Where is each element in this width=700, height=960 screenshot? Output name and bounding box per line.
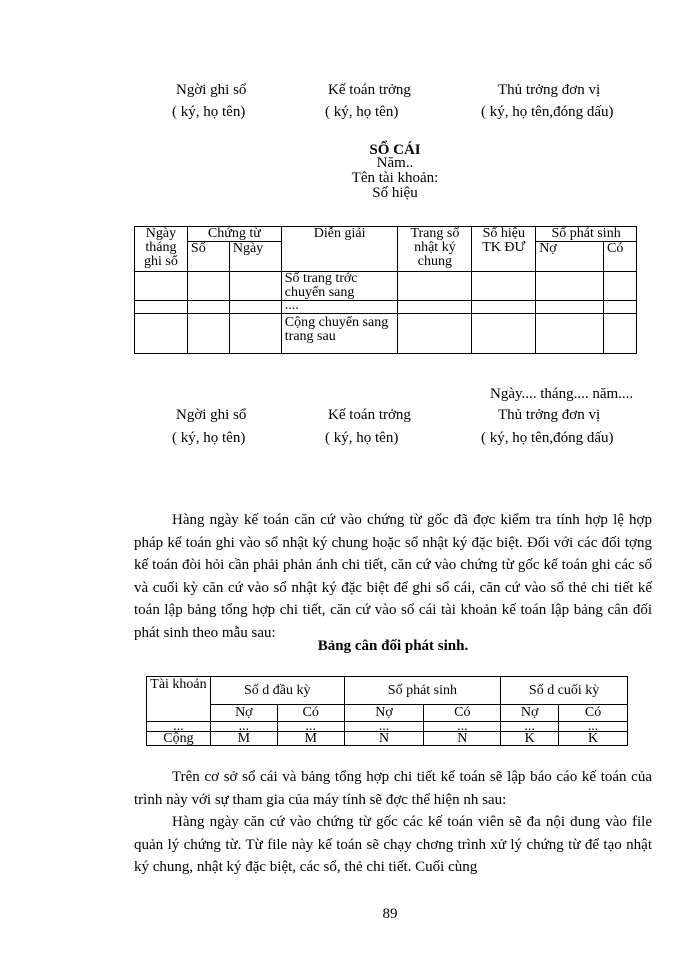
sig-top-director: Thủ trởng đơn vị: [498, 82, 601, 98]
bal-total-m2: M: [277, 732, 344, 746]
sig-top-accountant: Kế toán trởng: [328, 82, 411, 98]
sig-bottom-preparer-sub: ( ký, họ tên): [172, 430, 246, 446]
balance-title: Bảng cân đối phát sinh.: [317, 638, 469, 654]
bal-dots: ...: [559, 722, 628, 732]
ledger-table: [134, 226, 637, 354]
ledger-account-no: Số hiệu: [372, 185, 418, 201]
bal-header-closing: Số d cuối kỳ: [501, 677, 628, 705]
bal-header-opening: Số d đầu kỳ: [210, 677, 344, 705]
sig-bottom-director: Thủ trởng đơn vị: [498, 407, 601, 423]
header-date: Ngày tháng ghi sổ: [135, 227, 188, 272]
bal-opening-debit: Nợ: [210, 705, 277, 722]
bal-total-k2: K: [559, 732, 628, 746]
header-description: Diễn giải: [281, 227, 398, 272]
bal-opening-credit: Có: [277, 705, 344, 722]
sig-bottom-accountant-sub: ( ký, họ tên): [325, 430, 399, 446]
bal-total-label: Cộng: [147, 732, 211, 746]
row-dots: ....: [281, 301, 398, 314]
page-number: 89: [382, 906, 398, 922]
header-voucher-no: Số: [187, 242, 229, 272]
bal-header-account: Tài khoản: [147, 677, 211, 722]
bal-header-movement: Số phát sinh: [344, 677, 501, 705]
table-row: [147, 732, 628, 746]
bal-total-n2: N: [424, 732, 501, 746]
sig-bottom-director-sub: ( ký, họ tên,đóng dấu): [481, 430, 614, 446]
paragraph-1: [134, 509, 652, 645]
header-voucher-date: Ngày: [229, 242, 281, 272]
header-amount: Số phát sinh: [536, 227, 637, 242]
table-row: [135, 314, 637, 354]
header-voucher: Chứng từ: [187, 227, 281, 242]
paragraph-2: [134, 766, 652, 879]
paragraph-3-text: Hàng ngày căn cứ vào chứng từ gốc các kế toán viên sẽ đa nội dung vào file quản lý chứng từ. Từ file này kế toán sẽ chạy chơng trình xử lý chứng từ để tạo nhật ký chung, nhật ký đặc biệt, các sổ, thẻ chi tiết. Cuối cùng: [134, 814, 652, 876]
bal-total-k1: K: [501, 732, 559, 746]
bal-dots: ...: [277, 722, 344, 732]
bal-dots: ...: [501, 722, 559, 732]
bal-dots: ...: [210, 722, 277, 732]
paragraph-1-text: Hàng ngày kế toán căn cứ vào chứng từ gốc đã đợc kiểm tra tính hợp lệ hợp pháp kế toán ghi vào sổ nhật ký chung hoặc sổ nhật ký đặc biệt. Đối với các đối tợng kế toán đòi hỏi cần phải phản ánh chi tiết, căn cứ vào chứng từ gốc kế toán ghi các sổ và cuối kỳ căn cứ vào sổ nhật ký đặc biệt để ghi sổ cái, căn cứ vào sổ thẻ chi tiết kế toán lập bảng tổng hợp chi tiết, căn cứ vào sổ cái tài khoản kế toán lập bảng cân đối phát sinh theo mẫu sau:: [134, 512, 652, 641]
table-row: [147, 722, 628, 732]
row-carried-forward: Số trang trớc chuyển sang: [281, 272, 398, 301]
sig-top-director-sub: ( ký, họ tên,đóng dấu): [481, 104, 614, 120]
table-row: [135, 301, 637, 314]
sig-top-accountant-sub: ( ký, họ tên): [325, 104, 399, 120]
sig-bottom-accountant: Kế toán trởng: [328, 407, 411, 423]
paragraph-2-text: Trên cơ sở sổ cái và bảng tổng hợp chi tiết kế toán sẽ lập báo cáo kế toán của trình này với sự tham gia của máy tính sẽ đợc thể hiện nh sau:: [134, 769, 652, 808]
header-credit: Có: [604, 242, 637, 272]
sig-bottom-preparer: Ngời ghi sổ: [176, 407, 247, 423]
bal-total-m1: M: [210, 732, 277, 746]
bal-dots: ...: [424, 722, 501, 732]
bal-dots: ...: [344, 722, 424, 732]
balance-table: [146, 676, 628, 746]
bal-movement-credit: Có: [424, 705, 501, 722]
sig-top-preparer-sub: ( ký, họ tên): [172, 104, 246, 120]
ledger-account-name: Tên tài khoản:: [351, 170, 439, 186]
bal-total-n1: N: [344, 732, 424, 746]
row-carried-over: Cộng chuyển sang trang sau: [281, 314, 398, 354]
table-row: [135, 272, 637, 301]
header-journal-page: Trang sổ nhật ký chung: [398, 227, 472, 272]
ledger-title: SỔ CÁI: [369, 142, 421, 158]
bal-movement-debit: Nợ: [344, 705, 424, 722]
sig-top-preparer: Ngời ghi sổ: [176, 82, 247, 98]
bal-closing-credit: Có: [559, 705, 628, 722]
date-line: Ngày.... tháng.... năm....: [490, 386, 634, 402]
bal-closing-debit: Nợ: [501, 705, 559, 722]
ledger-year: Năm..: [376, 155, 414, 171]
header-debit: Nợ: [536, 242, 604, 272]
header-contra-account: Số hiệu TK ĐƯ: [472, 227, 536, 272]
bal-dots: ...: [147, 722, 211, 732]
